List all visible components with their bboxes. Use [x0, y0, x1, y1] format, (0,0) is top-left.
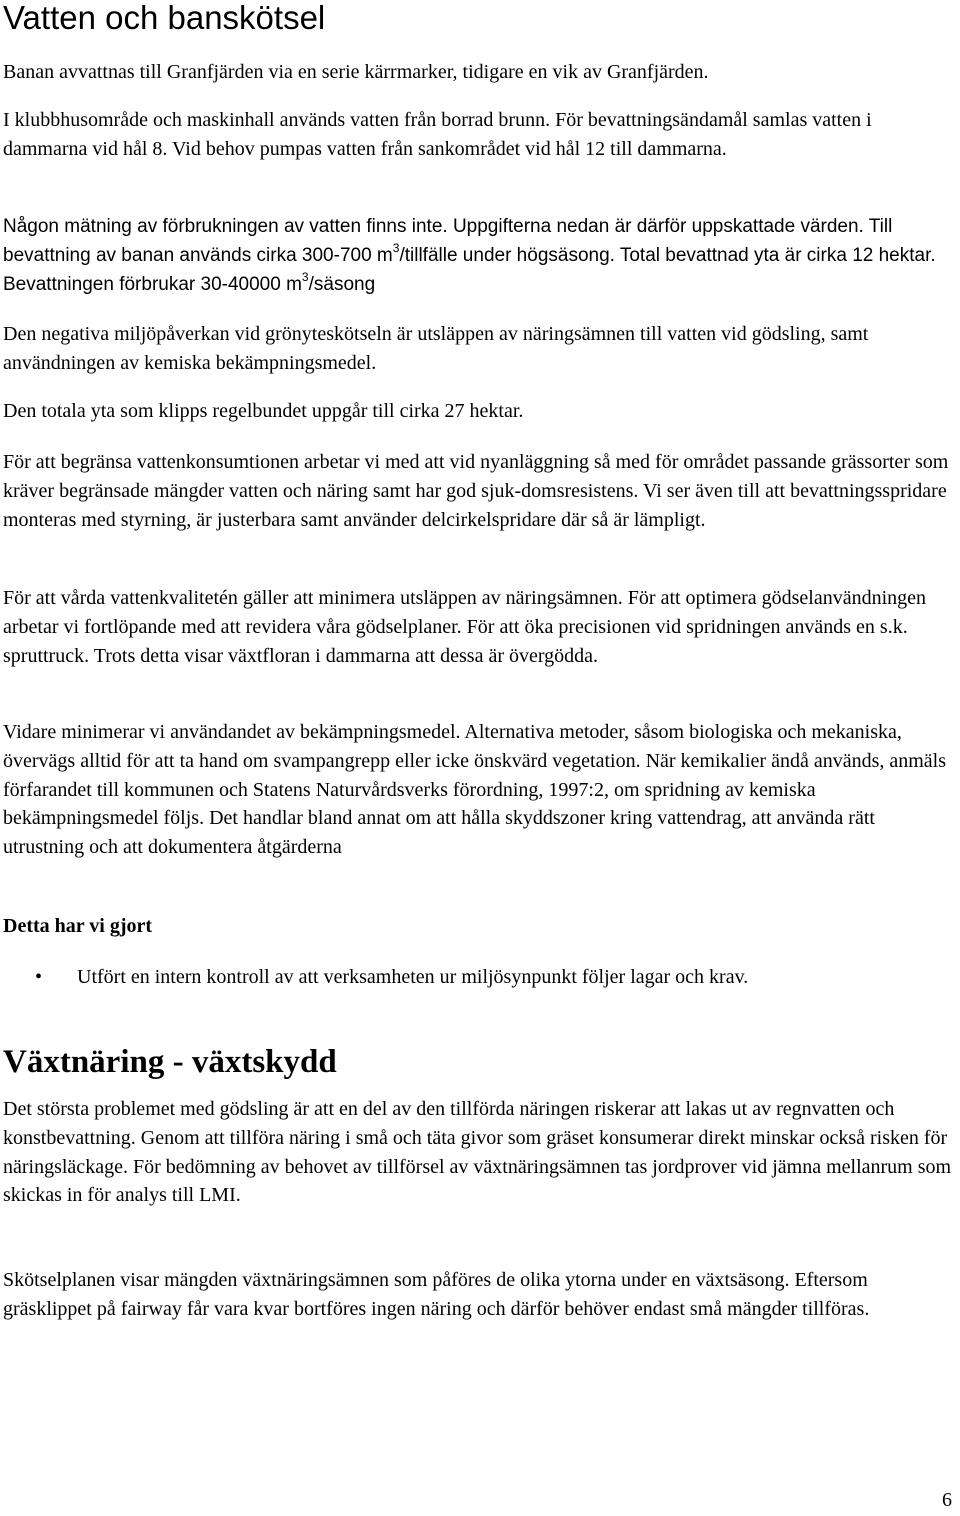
paragraph-maintenance-plan: Skötselplanen visar mängden växtnäringsämnen som påföres de olika ytorna under en växtsäsong. Eftersom gräsklippet på fairway får vara kvar bortföres ingen näring och därför behöver endast små mängder tillföras.: [3, 1269, 870, 1320]
section-heading-water: Vatten och banskötsel: [3, 0, 326, 36]
usage-text-c: Bevattningen förbrukar 30-40000 m: [3, 273, 302, 295]
paragraph-pesticides: Vidare minimerar vi användandet av bekämpningsmedel. Alternativa metoder, såsom biologiska och mekaniska, övervägs alltid för att ta hand om svampangrepp eller icke önskvärd vegetation. När kemikalier ändå används, anmäls förfarandet till kommunen och Statens Naturvårdsverks förordning, 1997:2, om spridning av kemiska bekämpningsmedel följs. Det handlar bland annat om att hålla skyddszoner kring vattendrag, att använda rätt utrustning och att dokumentera åtgärderna: [3, 721, 947, 859]
paragraph-fertilization: Det största problemet med gödsling är att en del av den tillförda näringen riskerar att lakas ut av regnvatten och konstbevattning. Genom att tillföra näring i små och täta givor som gräset konsumerar direkt minskar också risken för näringsläckage. För bedömning av behovet av tillförsel av växtnäringsämnen tas jordprover vid jämna mellanrum som skickas in för analys till LMI.: [3, 1098, 952, 1207]
usage-text-a: Någon mätning av förbrukningen av vatten finns inte. Uppgifterna nedan är därför uppskattade värden. Till bevattning av banan används cirka 300-700 m: [3, 216, 893, 266]
superscript-cubic-2: 3: [301, 269, 309, 284]
page-number: 6: [942, 1489, 952, 1511]
paragraph-mowed-area: Den totala yta som klipps regelbundet uppgår till cirka 27 hektar.: [3, 400, 524, 422]
paragraph-drainage: Banan avvattnas till Granfjärden via en serie kärrmarker, tidigare en vik av Granfjärden.: [3, 61, 709, 83]
superscript-cubic-1: 3: [392, 240, 400, 255]
done-heading: Detta har vi gjort: [3, 915, 153, 937]
usage-text-b: /tillfälle under högsäsong. Total bevattnad yta är cirka 12 hektar.: [399, 244, 936, 266]
section-heading-nutrition: Växtnäring - växtskydd: [3, 1044, 337, 1080]
paragraph-water-usage: [3, 213, 958, 299]
paragraph-water-quality: För att vårda vattenkvalitetén gäller att minimera utsläppen av näringsämnen. För att optimera gödselanvändningen arbetar vi fortlöpande med att revidera våra gödselplaner. För att öka precisionen vid spridningen används en s.k. spruttruck. Trots detta visar växtfloran i dammarna att dessa är övergödda.: [3, 587, 927, 667]
paragraph-water-consumption: För att begränsa vattenkonsumtionen arbetar vi med att vid nyanläggning så med för området passande grässorter som kräver begränsade mängder vatten och näring samt har god sjuk-domsresistens. Vi ser även till att bevattningsspridare monteras med styrning, är justerbara samt använder delcirkelspridare där så är lämpligt.: [3, 451, 949, 531]
bullet-icon: •: [35, 966, 43, 988]
usage-text-d: /säsong: [308, 273, 376, 295]
paragraph-water-sources: I klubbhusområde och maskinhall används vatten från borrad brunn. För bevattningsändamål samlas vatten i dammarna vid hål 8. Vid behov pumpas vatten från sankområdet vid hål 12 till dammarna.: [3, 109, 872, 160]
paragraph-environmental-impact: Den negativa miljöpåverkan vid grönyteskötseln är utsläppen av näringsämnen till vatten vid gödsling, samt användningen av kemiska bekämpningsmedel.: [3, 323, 869, 374]
done-list-item-text: Utfört en intern kontroll av att verksamheten ur miljösynpunkt följer lagar och krav.: [77, 966, 749, 988]
